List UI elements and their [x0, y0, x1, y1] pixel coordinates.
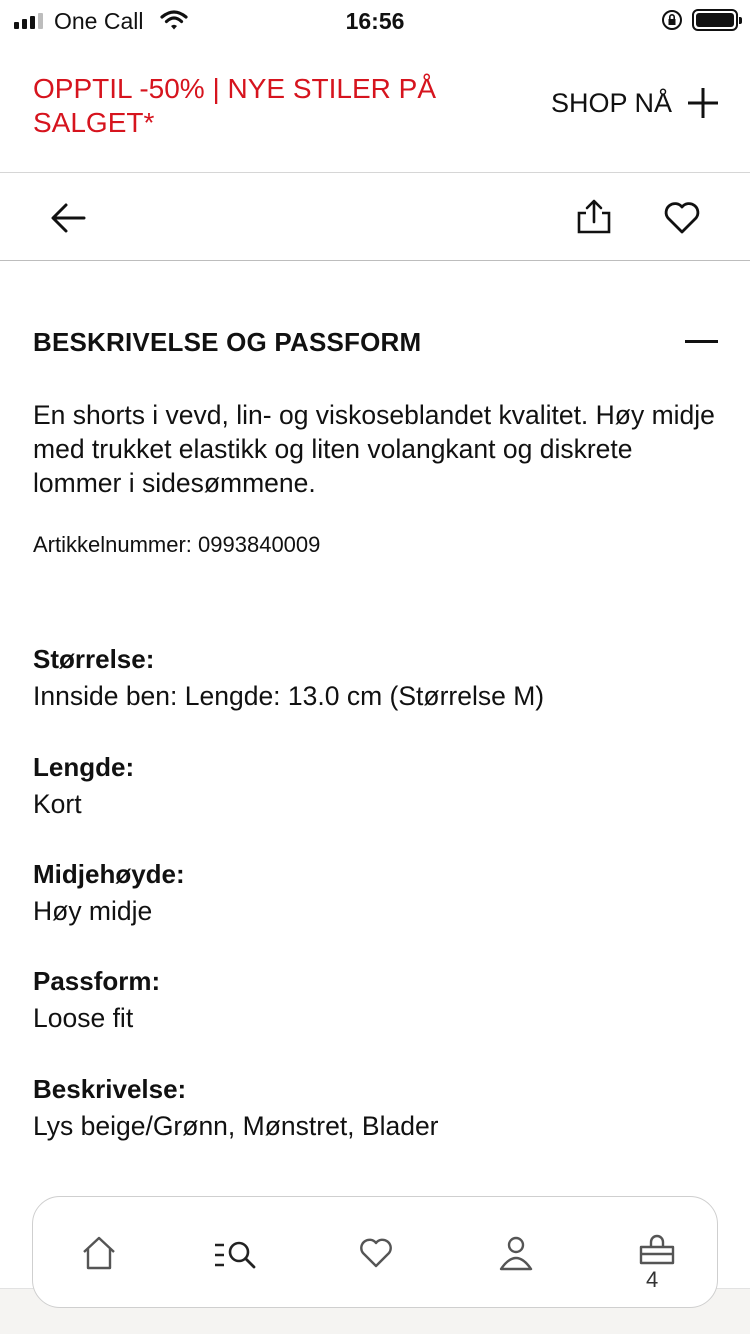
carrier-name: One Call [54, 8, 144, 34]
section-title[interactable]: BESKRIVELSE OG PASSFORM [33, 327, 422, 357]
spec-label: Passform: [33, 966, 161, 996]
menu-search-icon [215, 1233, 261, 1273]
account-icon [496, 1233, 536, 1273]
product-description: En shorts i vevd, lin- og viskoseblandet kvalitet. Høy midje med trukket elastikk og liten volangkant og diskrete lommer i sidesømmene. [33, 400, 715, 498]
clock: 16:56 [345, 8, 405, 34]
heart-icon [356, 1233, 396, 1273]
plus-icon [686, 86, 720, 120]
tab-account[interactable] [496, 1233, 536, 1273]
share-button[interactable] [574, 196, 614, 236]
promo-text: OPPTIL -50% | NYE STILER PÅ SALGET* [33, 73, 437, 138]
spec-value: Kort [33, 789, 82, 819]
spec-item [33, 857, 185, 931]
bag-count-badge: 4 [646, 1267, 659, 1292]
battery-icon [692, 9, 738, 31]
shop-now-button[interactable] [551, 86, 720, 120]
spec-value: Høy midje [33, 896, 153, 926]
tab-home[interactable] [79, 1233, 119, 1273]
spec-item [33, 642, 544, 716]
spec-label: Lengde: [33, 752, 135, 782]
tab-menu-search[interactable] [215, 1233, 255, 1273]
bottom-tab-bar [32, 1196, 718, 1308]
spec-label: Beskrivelse: [33, 1074, 187, 1104]
tab-favorites[interactable] [356, 1233, 396, 1273]
spec-item [33, 964, 160, 1038]
spec-value: Lys beige/Grønn, Mønstret, Blader [33, 1111, 439, 1141]
shop-now-label: SHOP NÅ [550, 87, 672, 118]
spec-value: Innside ben: Lengde: 13.0 cm (Størrelse M) [33, 681, 545, 711]
article-number: Artikkelnummer: 0993840009 [33, 532, 321, 557]
promo-banner[interactable] [0, 42, 750, 173]
spec-item [33, 750, 134, 824]
spec-label: Størrelse: [33, 644, 155, 674]
heart-icon [662, 198, 702, 238]
status-bar [0, 0, 750, 42]
spec-item [33, 1072, 439, 1146]
home-icon [79, 1233, 119, 1273]
rotation-lock-icon [660, 8, 684, 37]
share-icon [574, 196, 614, 236]
collapse-minus-icon[interactable] [685, 340, 718, 343]
favorite-button[interactable] [662, 198, 702, 238]
back-button[interactable] [48, 198, 88, 238]
spec-value: Loose fit [33, 1003, 134, 1033]
arrow-left-icon [48, 198, 88, 238]
spec-label: Midjehøyde: [33, 859, 185, 889]
product-nav-bar [0, 174, 750, 261]
